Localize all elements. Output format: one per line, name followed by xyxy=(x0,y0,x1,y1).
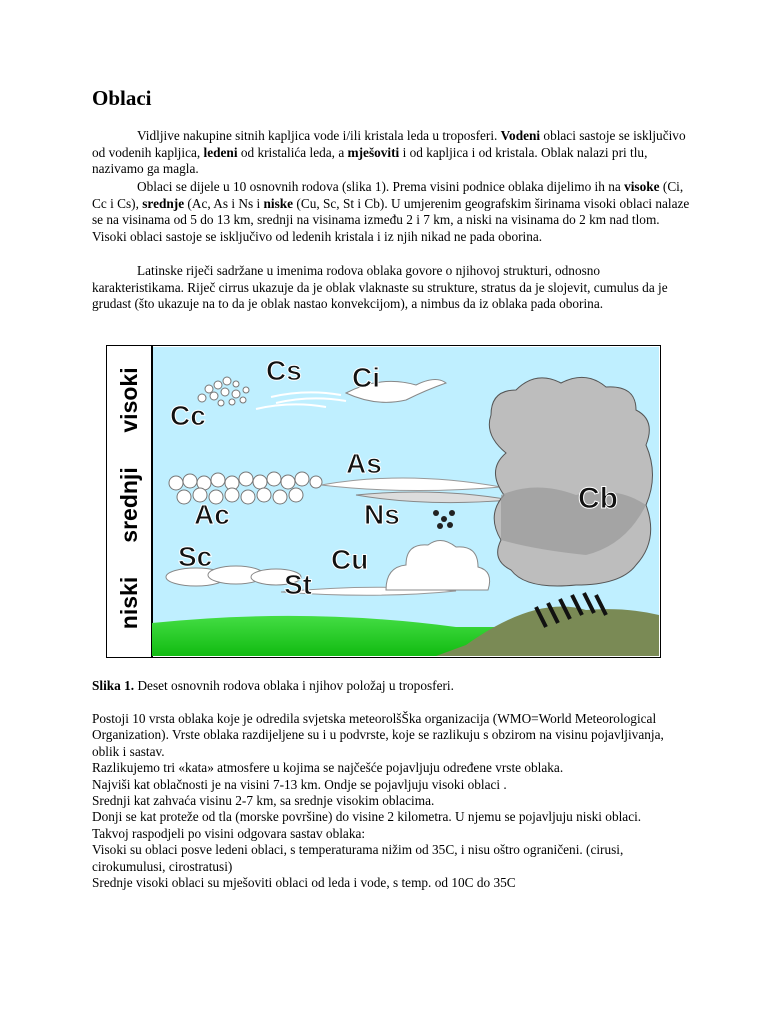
text: Oblaci se dijele u 10 osnovnih rodova (slika 1). Prema visini podnice oblaka dijelimo ih na xyxy=(137,179,625,194)
cloud-types-figure xyxy=(106,345,661,658)
label-ac: Ac xyxy=(194,499,230,530)
level-label-srednji: srednji xyxy=(116,467,142,543)
bold-term: niske xyxy=(263,195,294,211)
label-ci: Ci xyxy=(352,362,380,393)
label-cs: Cs xyxy=(266,355,302,386)
label-cu: Cu xyxy=(331,544,369,575)
text: (Ci, Cc i Cs), xyxy=(92,179,684,211)
text: Vidljive nakupine sitnih kapljica vode i/ili kristala leda u troposferi. xyxy=(137,128,501,143)
text: oblaci sastoje se isključivo od vodenih kapljica, xyxy=(92,128,686,160)
paragraph-intro xyxy=(92,128,692,178)
paragraph-classification xyxy=(92,179,692,245)
paragraph: Srednje visoki oblaci su mješoviti oblaci od leda i vode, s temp. od 10C do 35C xyxy=(92,875,516,891)
paragraph: Takvoj raspodjeli po visini odgovara sastav oblaka: xyxy=(92,825,366,841)
bold-term: visoke xyxy=(624,179,660,194)
paragraph-latin: Latinske riječi sadržane u imenima rodova oblaka govore o njihovoj strukturi, odnosno karakteristikama. Riječ cirrus ukazuje da je oblak vlaknaste su strukture, stratus da je slojevit, cumulus da je grudast (što ukazuje na to da je oblak nastao konvekcijom), a nimbus da iz oblaka pada oborina. xyxy=(92,263,668,312)
bold-term: srednje xyxy=(142,195,185,211)
paragraph: Najviši kat oblačnosti je na visini 7-13 km. Ondje se pojavljuju visoki oblaci . xyxy=(92,776,507,792)
bold-term: ledeni xyxy=(203,144,238,160)
paragraph: Razlikujemo tri «kata» atmosfere u kojima se najčešće pojavljuju određene vrste oblaka. xyxy=(92,760,564,776)
text: (Cu, Sc, St i Cb). U umjerenim geografskim širinama visoki oblaci nalaze se na visinama od 5 do 13 km, srednji na visinama između 2 i 7 km, a niski na visinama do 2 km nad tlom. Visoki oblaci sastoje se isključivo od ledenih kristala i iz njih nikad ne pada oborina. xyxy=(92,195,690,244)
figure-caption xyxy=(92,678,454,694)
label-ns: Ns xyxy=(364,499,400,530)
paragraph: Visoki su oblaci posve ledeni oblaci, s temperaturama nižim od 35C, i nisu oštro ograničeni. (cirusi, cirokumulusi, cirostratusi) xyxy=(92,842,624,874)
level-label-visoki: visoki xyxy=(116,367,142,433)
label-cb: Cb xyxy=(578,482,618,515)
label-cc: Cc xyxy=(170,400,206,431)
caption-text: Deset osnovnih rodova oblaka i njihov položaj u troposferi. xyxy=(134,678,454,693)
caption-label: Slika 1. xyxy=(92,678,135,693)
paragraph: Donji se kat proteže od tla (morske površine) do visine 2 kilometra. U njemu se pojavljuju niski oblaci. xyxy=(92,809,642,825)
bold-term: Vodeni xyxy=(500,128,541,143)
label-sc: Sc xyxy=(178,541,213,572)
level-label-niski: niski xyxy=(116,576,142,630)
label-as: As xyxy=(346,448,382,479)
cumulonimbus-cloud xyxy=(489,377,652,586)
label-st: St xyxy=(284,569,312,600)
text: i od kapljica i od kristala. Oblak nalazi pri tlu, nazivamo ga magla. xyxy=(92,144,648,177)
bold-term: mješoviti xyxy=(347,144,400,160)
body-text xyxy=(92,711,692,891)
text: (Ac, As i Ns i xyxy=(184,195,264,211)
page-title: Oblaci xyxy=(92,86,152,110)
text: od kristalića leda, a xyxy=(237,144,348,160)
paragraph: Postoji 10 vrsta oblaka koje je odredila svjetska meteorolšŠka organizacija (WMO=World Meteorological Organization). Vrste oblaka razdijeljene su i u podvrste, koje se razlikuju s obzirom na visinu pojavljivanja, oblik i sastav. xyxy=(92,711,664,759)
paragraph: Srednji kat zahvaća visinu 2-7 km, sa srednje visokim oblacima. xyxy=(92,793,435,809)
